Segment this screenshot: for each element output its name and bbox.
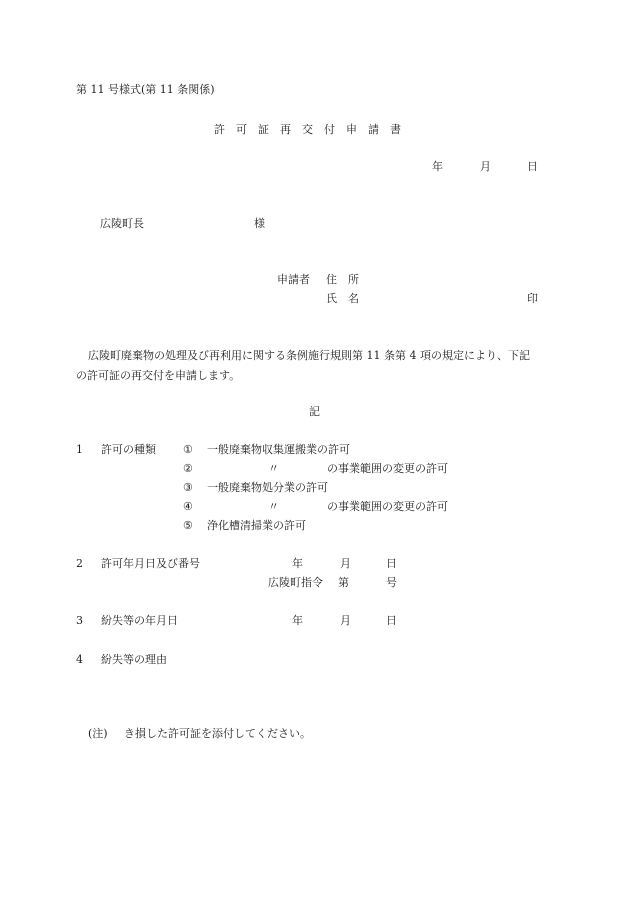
item-2-day-label: 日 — [386, 557, 397, 570]
addressee-honorific: 様 — [254, 217, 265, 230]
option-1-marker: ① — [183, 443, 193, 456]
option-1-text: 一般廃棄物収集運搬業の許可 — [207, 443, 350, 456]
body-line-2: の許可証の再交付を申請します。 — [76, 369, 241, 382]
item-2-label: 許可年月日及び番号 — [101, 557, 200, 570]
address-label: 住 所 — [326, 273, 359, 286]
item-3-month-label: 月 — [340, 614, 351, 627]
option-5-text: 浄化槽清掃業の許可 — [207, 519, 306, 532]
option-2-ditto-mark: 〃 — [268, 462, 279, 475]
item-2-number: 2 — [76, 557, 83, 570]
item-3-label: 紛失等の年月日 — [101, 614, 178, 627]
option-3-text: 一般廃棄物処分業の許可 — [207, 481, 328, 494]
ki-heading: 記 — [309, 405, 320, 418]
form-number: 第 11 号様式(第 11 条関係) — [76, 83, 215, 96]
item-2-month-label: 月 — [340, 557, 351, 570]
option-4-text: の事業範囲の変更の許可 — [327, 500, 448, 513]
addressee-name: 広陵町長 — [100, 217, 144, 230]
item-2-go-label: 号 — [386, 576, 397, 589]
item-1-number: 1 — [76, 443, 83, 456]
document-title: 許 可 証 再 交 付 申 請 書 — [214, 123, 401, 136]
item-2-designation: 広陵町指令 — [268, 576, 323, 589]
item-2-year-label: 年 — [292, 557, 303, 570]
item-4-label: 紛失等の理由 — [101, 653, 167, 666]
applicant-label: 申請者 — [277, 273, 310, 286]
note-text: き損した許可証を添付してください。 — [124, 727, 311, 740]
item-3-year-label: 年 — [292, 614, 303, 627]
body-line-1: 広陵町廃棄物の処理及び再利用に関する条例施行規則第 11 条第 4 項の規定により、下記 — [88, 349, 530, 362]
date-month-label: 月 — [480, 160, 491, 173]
option-2-text: の事業範囲の変更の許可 — [327, 462, 448, 475]
date-year-label: 年 — [432, 160, 443, 173]
seal-mark: 印 — [527, 292, 538, 305]
note-label: (注) — [88, 727, 108, 740]
option-2-marker: ② — [183, 462, 193, 475]
option-4-ditto-mark: 〃 — [268, 500, 279, 513]
item-1-label: 許可の種類 — [101, 443, 156, 456]
item-3-day-label: 日 — [386, 614, 397, 627]
option-3-marker: ③ — [183, 481, 193, 494]
option-5-marker: ⑤ — [183, 519, 193, 532]
name-label: 氏 名 — [326, 292, 359, 305]
item-2-dai-label: 第 — [338, 576, 349, 589]
item-4-number: 4 — [76, 653, 83, 666]
item-3-number: 3 — [76, 614, 83, 627]
option-4-marker: ④ — [183, 500, 193, 513]
date-day-label: 日 — [527, 160, 538, 173]
